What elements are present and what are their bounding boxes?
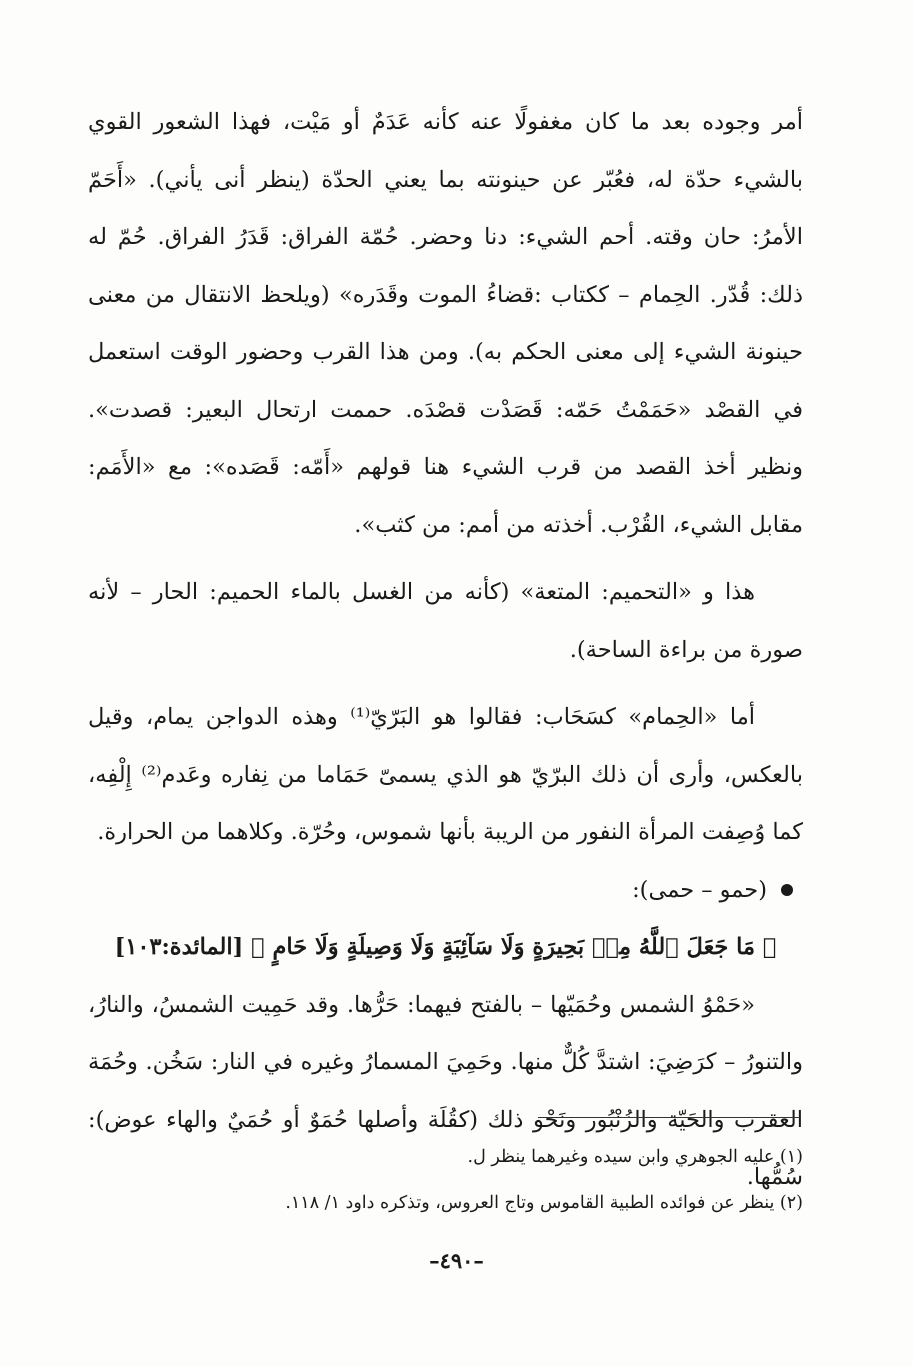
paragraph-hamw-alshams: «حَمْوُ الشمس وحُمَيّها – بالفتح فيهما: حَرُّها. وقد حَمِيت الشمسُ، والنارُ، والتنورُ – كرَضِيَ: اشتدَّ كُلٌّ منها. وحَمِيَ المسمارُ وغيره في النار: سَخُن. وحُمَة العقرب والحَيّة والزُنْبُور ونَحْو ذلك (كقُلَة وأصلها حُمَوٌ أو حُمَيٌ والهاء عوض): سُمُّها. [88,991,803,1190]
bullet-icon [781,884,793,896]
main-text [88,94,803,1207]
section-heading-text: (حمو – حمى): [632,876,767,903]
footnotes [88,1134,803,1226]
footnote-divider [538,1117,801,1118]
paragraph-hamam: أما «الحِمام» كسَحَاب: فقالوا هو البَرّيّ⁽¹⁾ وهذه الدواجن يمام، وقيل بالعكس، وأرى أن ذلك البرّيّ هو الذي يسمىّ حَمَاما من نِفاره وعَدم⁽²⁾ إِلْفِه، كما وُصِفت المرأة النفور من الريبة بأنها شموس، وحُرّة. وكلاهما من الحرارة. [88,704,803,845]
quran-verse: ﴿ مَا جَعَلَ ٱللَّهُ مِنۢ بَحِيرَةٍ وَلَا سَآئِبَةٍ وَلَا وَصِيلَةٍ وَلَا حَامٍ ﴾ [المائدة:١٠٣] [114,934,777,960]
page-number: –٤٩٠– [429,1248,484,1273]
section-heading [88,862,803,920]
paragraph-amr-wujuduh: أمر وجوده بعد ما كان مغفولًا عنه كأنه عَدَمٌ أو مَيْت، فهذا الشعور القوي بالشيء حدّة له، فعُبّر عن حينونته بما يعني الحدّة (ينظر أنى يأني). «أَحَمّ الأمرُ: حان وقته. أحم الشيء: دنا وحضر. حُمّة الفراق: قَدَرُ الفراق. حُمّ له ذلك: قُدّر. الحِمام – ككتاب :قضاءُ الموت وقَدَره» (ويلحظ الانتقال من معنى حينونة الشيء إلى معنى الحكم به). ومن هذا القرب وحضور الوقت استعمل في القصْد «حَمَمْتُ حَمّه: قَصَدْت قصْدَه. حممت ارتحال البعير: قصدت». ونظير أخذ القصد من قرب الشيء هنا قولهم «أَمّه: قَصَده»: مع «الأَمَم: مقابل الشيء، القُرْب. أخذته من أمم: من كثب». [88,109,803,538]
footnote-1: (١) عليه الجوهري وابن سيده وغيرهما ينظر ل. [467,1147,803,1167]
footnote-2: (٢) ينظر عن فوائده الطبية القاموس وتاج العروس، وتذكره داود ١/ ١١٨. [285,1193,803,1213]
paragraph-tahmim: هذا و «التحميم: المتعة» (كأنه من الغسل بالماء الحميم: الحار – لأنه صورة من براءة الساحة). [88,579,803,663]
